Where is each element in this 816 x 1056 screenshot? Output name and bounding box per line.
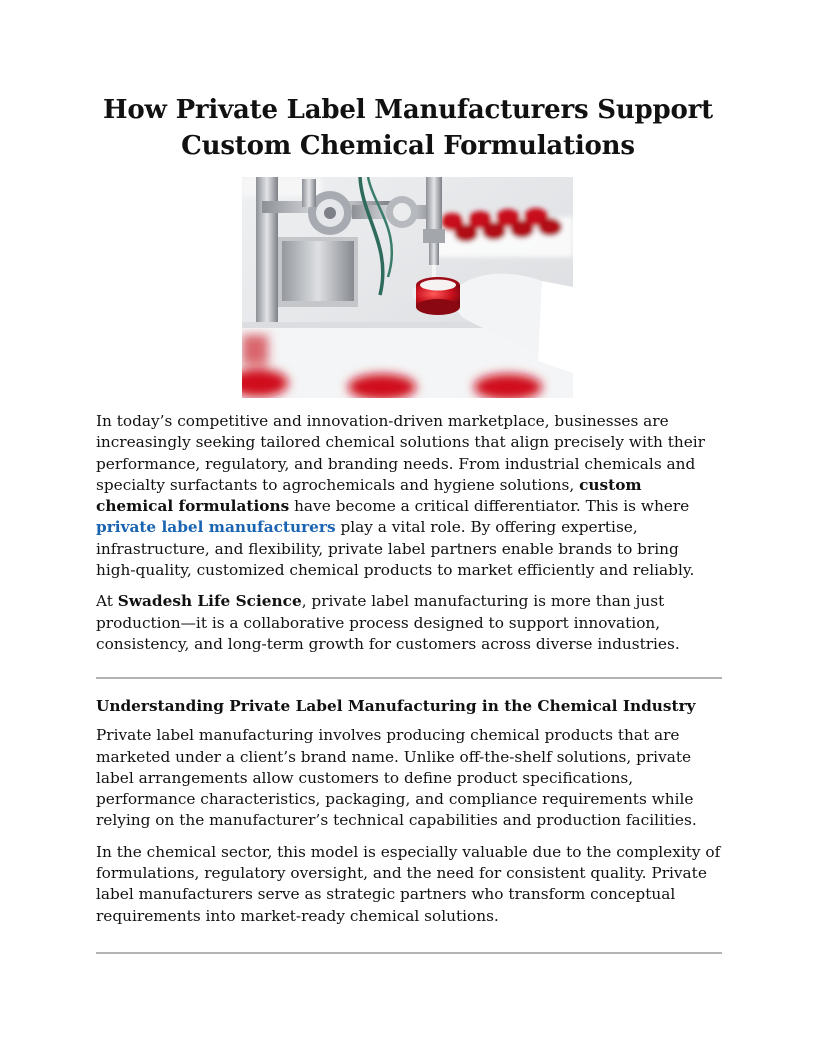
intro-text-3: play a vital role. By offering expertise, infrastructure, and flexibility, private label partners enable brands to bring high-quality, customized chemical products to market efficiently and reliably. <box>96 518 695 580</box>
section-divider-bottom <box>96 952 722 954</box>
section-heading: Understanding Private Label Manufacturing in the Chemical Industry <box>96 697 696 716</box>
section-paragraph-1: Private label manufacturing involves producing chemical products that are marketed under a client’s brand name. Unlike off-the-shelf solutions, private label arrangements allow customers to define product specifications, performance characteristics, packaging, and compliance requirements while relying on the manufacturer’s technical capabilities and production facilities. <box>96 726 697 830</box>
lab-filling-machine-illustration <box>242 177 573 398</box>
private-label-manufacturers-link[interactable]: private label manufacturers <box>96 518 336 537</box>
company-name: Swadesh Life Science <box>117 592 302 611</box>
section-paragraph-2: In the chemical sector, this model is especially valuable due to the complexity of formulations, regulatory oversight, and the need for consistent quality. Private label manufacturers serve as strategic partners who transform conceptual requirements into market-ready chemical solutions. <box>96 842 721 925</box>
section-divider <box>96 677 722 679</box>
hero-image <box>242 177 573 398</box>
company-text-prefix: At <box>96 592 118 611</box>
title-line-1: How Private Label Manufacturers Support <box>103 95 713 125</box>
intro-text-1: In today’s competitive and innovation-driven marketplace, businesses are increasingly seeking tailored chemical solutions that align precisely with their performance, regulatory, and branding needs. From industrial chemicals and specialty surfactants to agrochemicals and hygiene solutions, <box>96 412 705 494</box>
intro-emphasis: custom chemical formulations <box>96 475 642 516</box>
intro-text-2: have become a critical differentiator. This is where <box>289 497 690 516</box>
page-title <box>60 92 756 164</box>
intro-paragraph <box>96 411 722 581</box>
company-text-rest: , private label manufacturing is more than just production—it is a collaborative process designed to support innovation, consistency, and long-term growth for customers across diverse industries. <box>96 592 680 653</box>
company-paragraph <box>96 591 722 655</box>
article-body <box>96 411 722 954</box>
title-line-2: Custom Chemical Formulations <box>181 131 635 161</box>
